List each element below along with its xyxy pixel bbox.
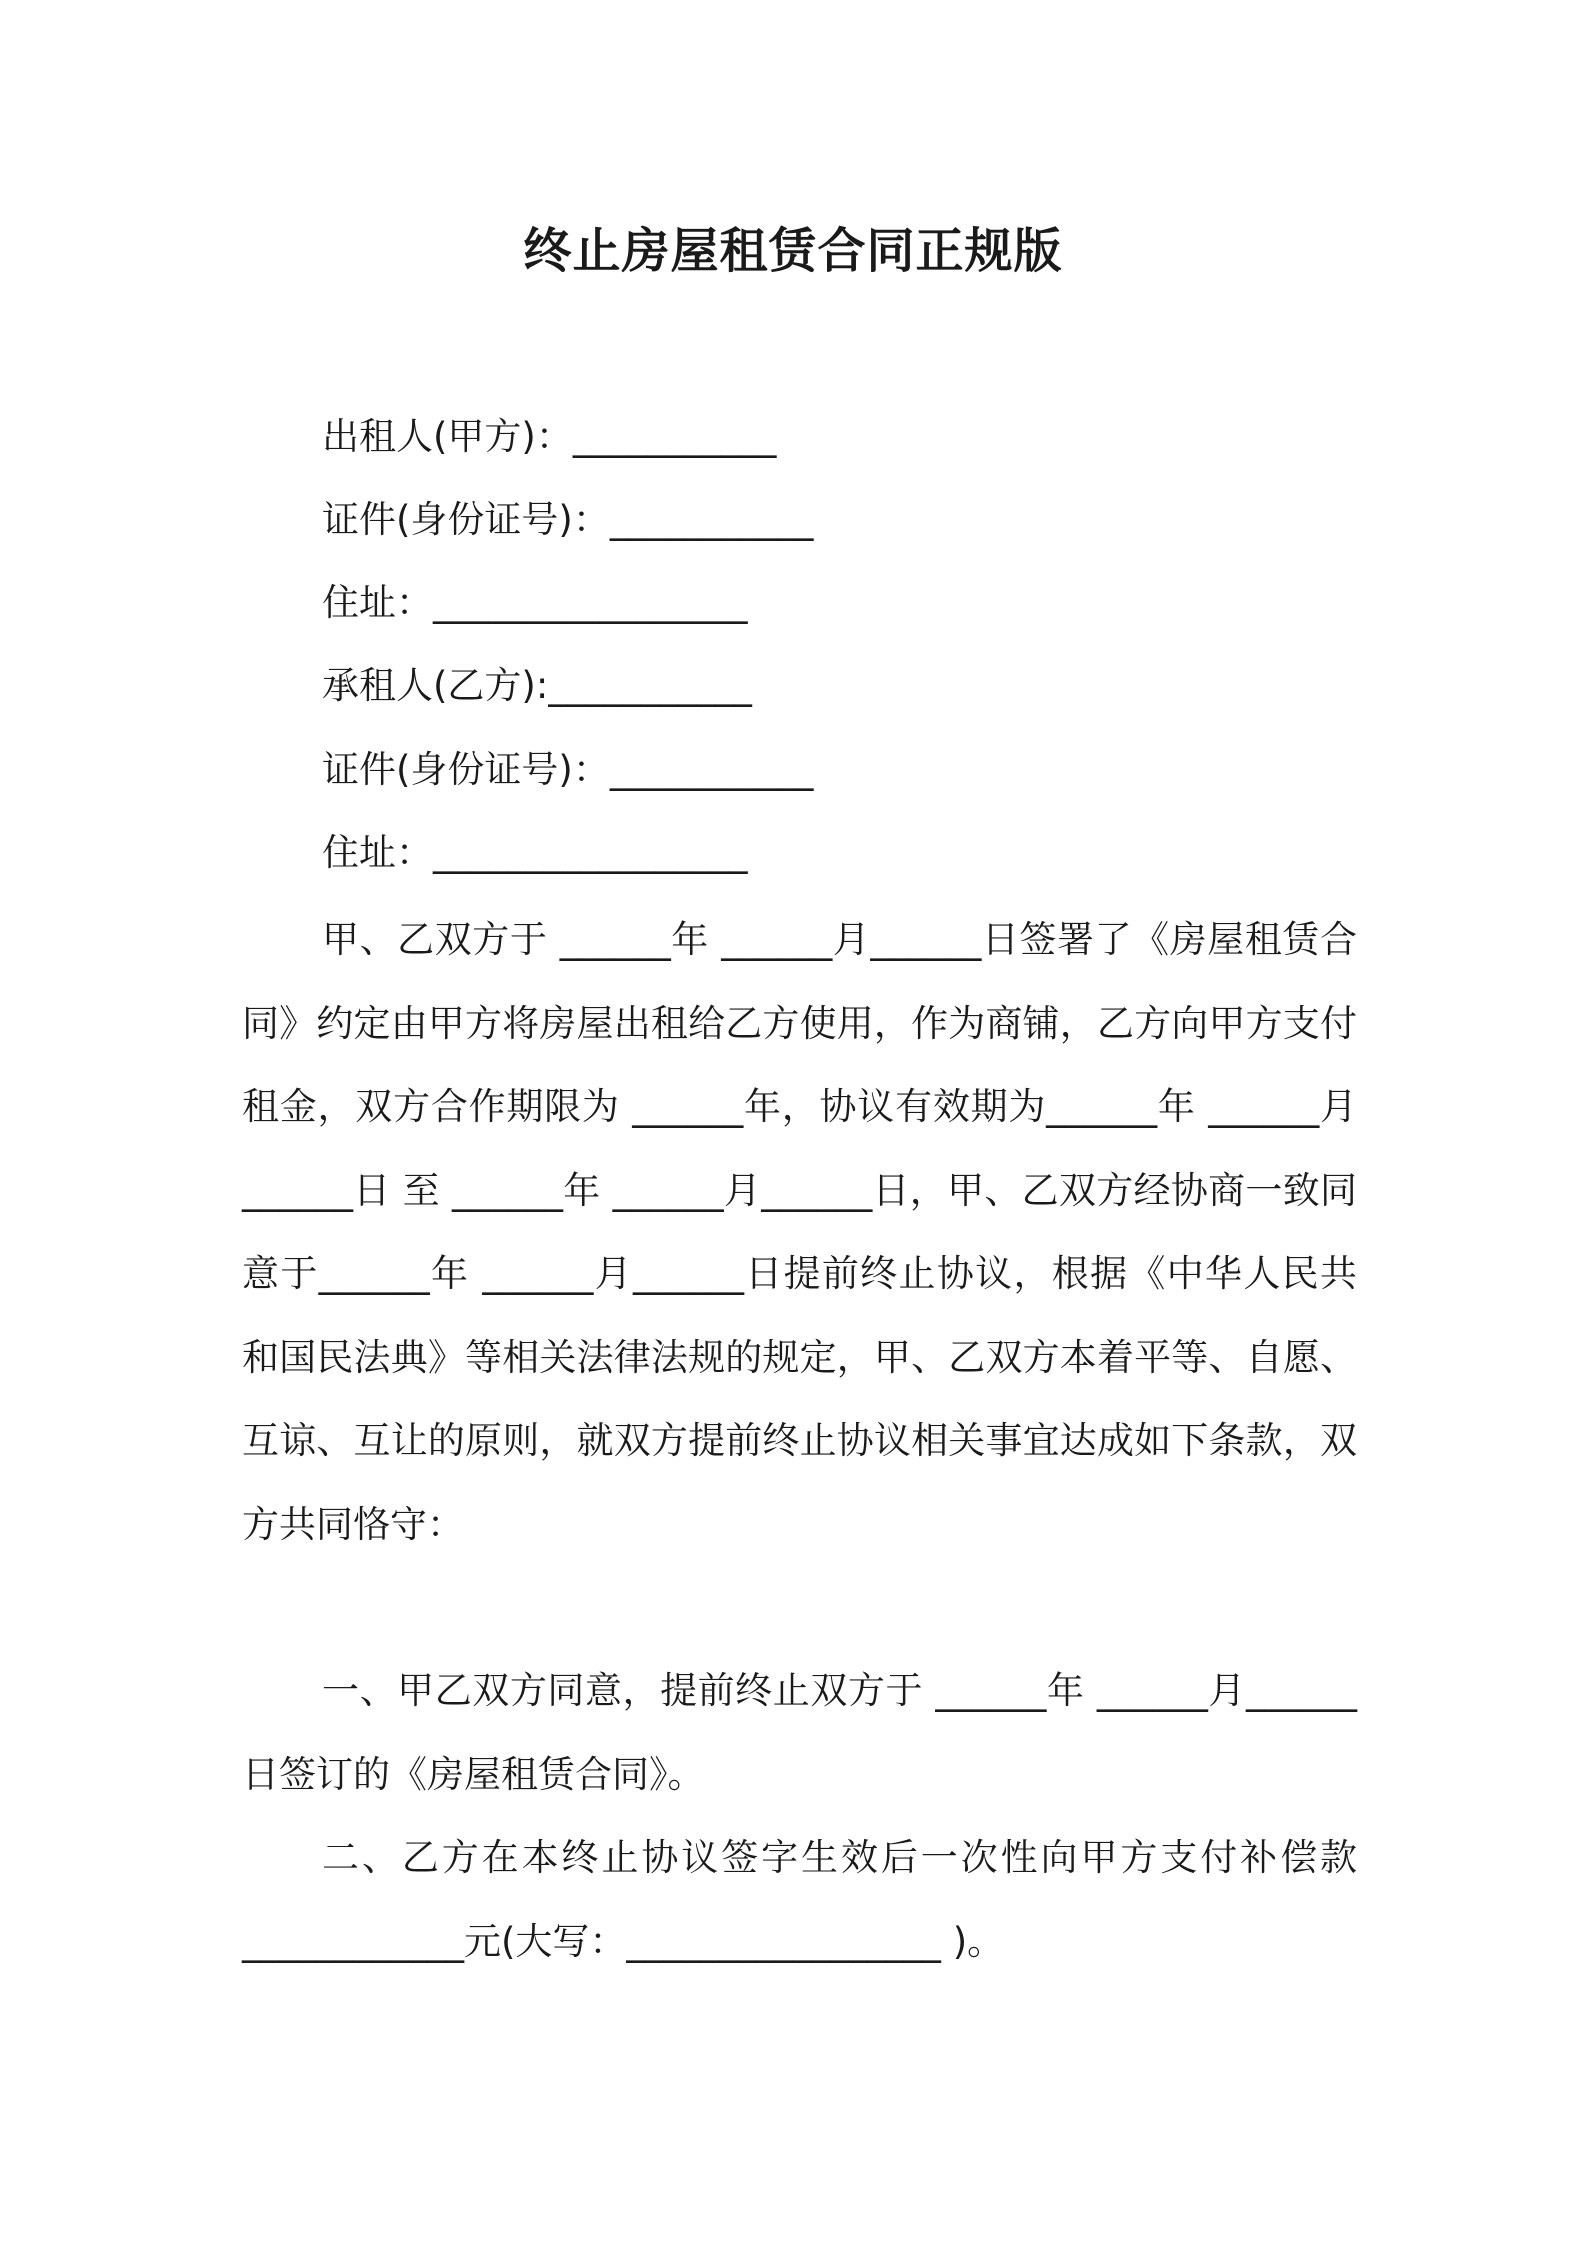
document-title: 终止房屋租赁合同正规版 [523, 223, 1063, 279]
lessor-field: 出租人(甲方)：___________ [322, 415, 777, 458]
clause-2: 二、乙方在本终止协议签字生效后一次性向甲方支付补偿款____________元(大写：_________________ )。 [242, 1836, 1357, 1963]
lessor-address-field: 住址：_________________ [322, 581, 748, 624]
lessee-id-field: 证件(身份证号)：___________ [322, 748, 814, 791]
lessor-id-field: 证件(身份证号)：___________ [322, 498, 814, 541]
clause-1: 一、甲乙双方同意，提前终止双方于 ______年 ______月______日签订的《房屋租赁合同》。 [242, 1669, 1357, 1796]
lessee-address-field: 住址：_________________ [322, 831, 748, 874]
lessee-field: 承租人(乙方):___________ [322, 664, 752, 707]
intro-paragraph: 甲、乙双方于 ______年 ______月______日签署了《房屋租赁合同》约定由甲方将房屋出租给乙方使用，作为商铺，乙方向甲方支付租金，双方合作期限为 ______年，协议有效期为______年 ______月 ______日 至 ______年 ______月______日，甲、乙双方经协商一致同意于______年 ______月______日提前终止协议，根据《中华人民共和国民法典》等相关法律法规的规定，甲、乙双方本着平等、自愿、互谅、互让的原则，就双方提前终止协议相关事宜达成如下条款，双方共同恪守： [242, 918, 1357, 1546]
